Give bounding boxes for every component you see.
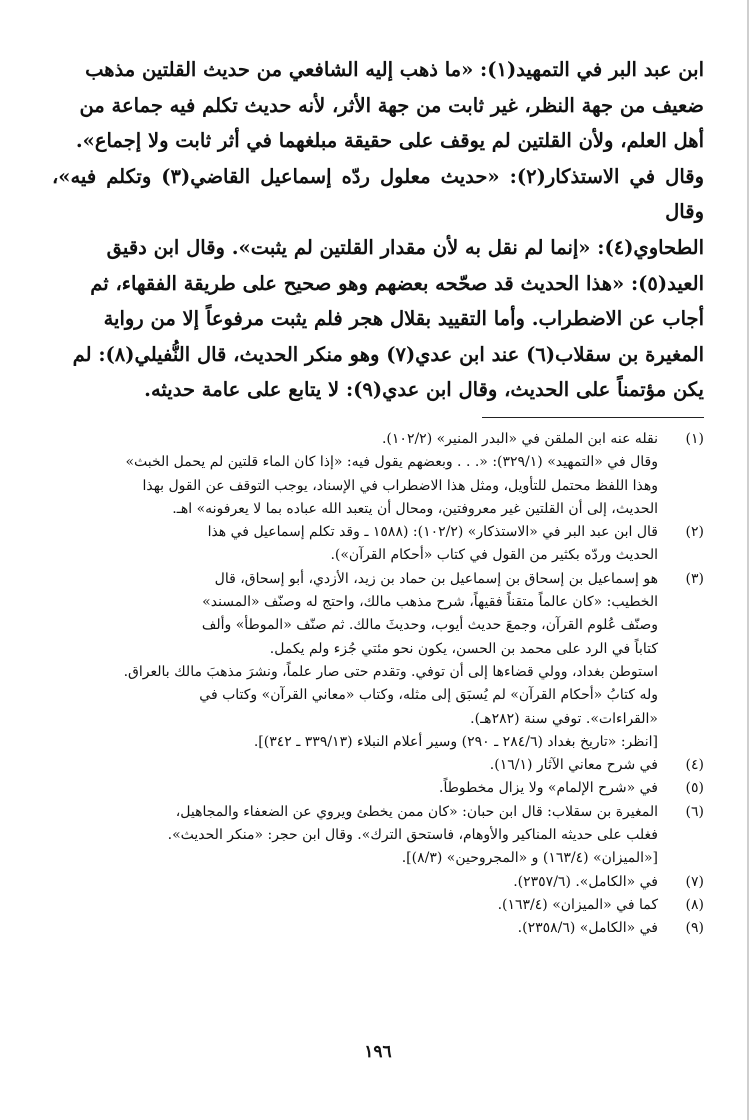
main-line: ضعيف من جهة النظر، غير ثابت من جهة الأثر، لأنه حديث تكلم فيه جماعة من: [79, 93, 704, 117]
footnote: [52, 801, 704, 871]
footnote: [52, 428, 704, 521]
main-text: [52, 52, 704, 408]
footnote-number: (٨): [685, 896, 704, 913]
footnote-number: (٢): [685, 524, 704, 541]
footnote-body: [52, 428, 658, 521]
footnote-line: [انظر: «تاريخ بغداد (٢٨٤/٦ ـ ٢٩٠) وسير أعلام النبلاء (٣٣٩/١٣ ـ ٣٤٢)].: [253, 733, 658, 750]
footnote: [52, 871, 704, 894]
footnote-line: كما في «الميزان» (١٦٣/٤).: [497, 896, 658, 913]
footnote-number: (٦): [685, 803, 704, 820]
footnote-line: كتاباً في الرد على محمد بن الحسن، يكون نحو مئتي جُزء ولم يكمل.: [269, 640, 658, 657]
footnote-line: وهذا اللفظ محتمل للتأويل، ومثل هذا الاضطراب في الإسناد، يوجب التوقف عن القول بهذا: [142, 477, 658, 494]
footnote-line: وقال في «التمهيد» (٣٢٩/١): «. . . وبعضهم يقول فيه: «إذا كان الماء قلتين لم يحمل الخبث»: [125, 454, 658, 471]
footnote-line: استوطن بغداد، وولي قضاءها إلى أن توفي. وتقدم حتى صار علماً، ونشرَ مذهبَ مالك بالعراق.: [123, 663, 658, 680]
footnote-body: [52, 801, 658, 871]
footnote-body: [52, 754, 658, 777]
footnote: [52, 917, 704, 940]
footnote-body: [52, 894, 658, 917]
footnote-body: [52, 521, 658, 568]
book-page: [52, 52, 704, 1092]
footnote-line: وصنّف عُلوم القرآن، وجمعَ حديث أيوب، وحديثَ مالك. ثم صنّف «الموطأ» وألف: [201, 617, 658, 634]
footnote-line: [«الميزان» (١٦٣/٤) و «المجروحين» (٨/٣)].: [401, 850, 658, 867]
footnote-body: [52, 777, 658, 800]
main-line: الطحاوي(٤): «إنما لم نقل به لأن مقدار القلتين لم يثبت». وقال ابن دقيق: [106, 235, 704, 259]
footnote-line: الخطيب: «كان عالماً متقناً فقيهاً، شرح مذهب مالك، واحتج له وصنّف «المسند»: [202, 594, 658, 611]
main-line: يكن مؤتمناً على الحديث، وقال ابن عدي(٩): لا يتابع على عامة حديثه.: [144, 378, 704, 402]
main-line: أجاب عن الاضطراب. وأما التقييد بقلال هجر فلم يثبت مرفوعاً إلا من رواية: [103, 307, 704, 331]
footnote: [52, 894, 704, 917]
footnote-line: في شرح معاني الآثار (١٦/١).: [489, 757, 658, 774]
footnote-line: المغيرة بن سقلاب: قال ابن حبان: «كان ممن يخطئ ويروي عن الضعفاء والمجاهيل،: [175, 803, 658, 820]
footnote-line: في «الكامل». (٢٣٥٧/٦).: [513, 873, 658, 890]
main-line: ابن عبد البر في التمهيد(١): «ما ذهب إليه الشافعي من حديث القلتين مذهب: [85, 58, 704, 81]
main-line: وقال في الاستذكار(٢): «حديث معلول ردّه إسماعيل القاضي(٣) وتكلم فيه»، وقال: [52, 164, 704, 224]
footnote-separator: [482, 417, 704, 418]
page-number: ١٩٦: [364, 1042, 392, 1062]
footnotes: [52, 428, 704, 941]
footnote: [52, 754, 704, 777]
footnote-number: (٤): [685, 757, 704, 774]
footnote-line: في «الكامل» (٢٣٥٨/٦).: [517, 920, 658, 937]
footnote-number: (٩): [685, 920, 704, 937]
footnote-line: الحديث، إلى أن القلتين غير معروفتين، ومحال أن يتعبد الله عباده بما لا يعرفونه» اهـ.: [172, 500, 658, 517]
footnote-body: [52, 917, 658, 940]
footnote-body: [52, 568, 658, 754]
main-line: أهل العلم، ولأن القلتين لم يوقف على حقيقة مبلغهما في أثر ثابت ولا إجماع».: [75, 129, 704, 153]
footnote-line: وله كتابُ «أحكام القرآن» لم يُسبَق إلى مثله، وكتاب «معاني القرآن» وكتاب في: [199, 687, 658, 704]
footnote-number: (١): [685, 431, 704, 447]
footnote-body: [52, 871, 658, 894]
main-line: المغيرة بن سقلاب(٦) عند ابن عدي(٧) وهو منكر الحديث، قال النُّفيلي(٨): لم: [72, 342, 704, 366]
footnote: [52, 568, 704, 754]
footnote-line: هو إسماعيل بن إسحاق بن إسماعيل بن حماد بن زيد، الأزدي، أبو إسحاق، قال: [214, 570, 658, 587]
footnote-number: (٣): [685, 570, 704, 587]
footnote-number: (٧): [685, 873, 704, 890]
footnote-line: في «شرح الإلمام» ولا يزال مخطوطاً.: [439, 780, 658, 797]
footnote-line: قال ابن عبد البر في «الاستذكار» (١٠٢/٢): (١٥٨٨ ـ وقد تكلم إسماعيل في هذا: [207, 524, 658, 541]
footnote-line: نقله عنه ابن الملقن في «البدر المنير» (١٠٢/٢).: [381, 431, 658, 447]
footnote: [52, 521, 704, 568]
page-edge-shadow: [747, 0, 749, 1120]
footnote-number: (٥): [685, 780, 704, 797]
footnote-line: فغلب على حديثه المناكير والأوهام، فاستحق الترك». وقال ابن حجر: «منكر الحديث».: [167, 827, 658, 844]
footnote-line: «القراءات». توفي سنة (٢٨٢هـ).: [470, 710, 658, 727]
footnote-line: الحديث وردّه بكثير من القول في كتاب «أحكام القرآن»).: [330, 547, 658, 564]
footnote: [52, 777, 704, 800]
main-line: العيد(٥): «هذا الحديث قد صحّحه بعضهم وهو صحيح على طريقة الفقهاء، ثم: [90, 271, 704, 295]
